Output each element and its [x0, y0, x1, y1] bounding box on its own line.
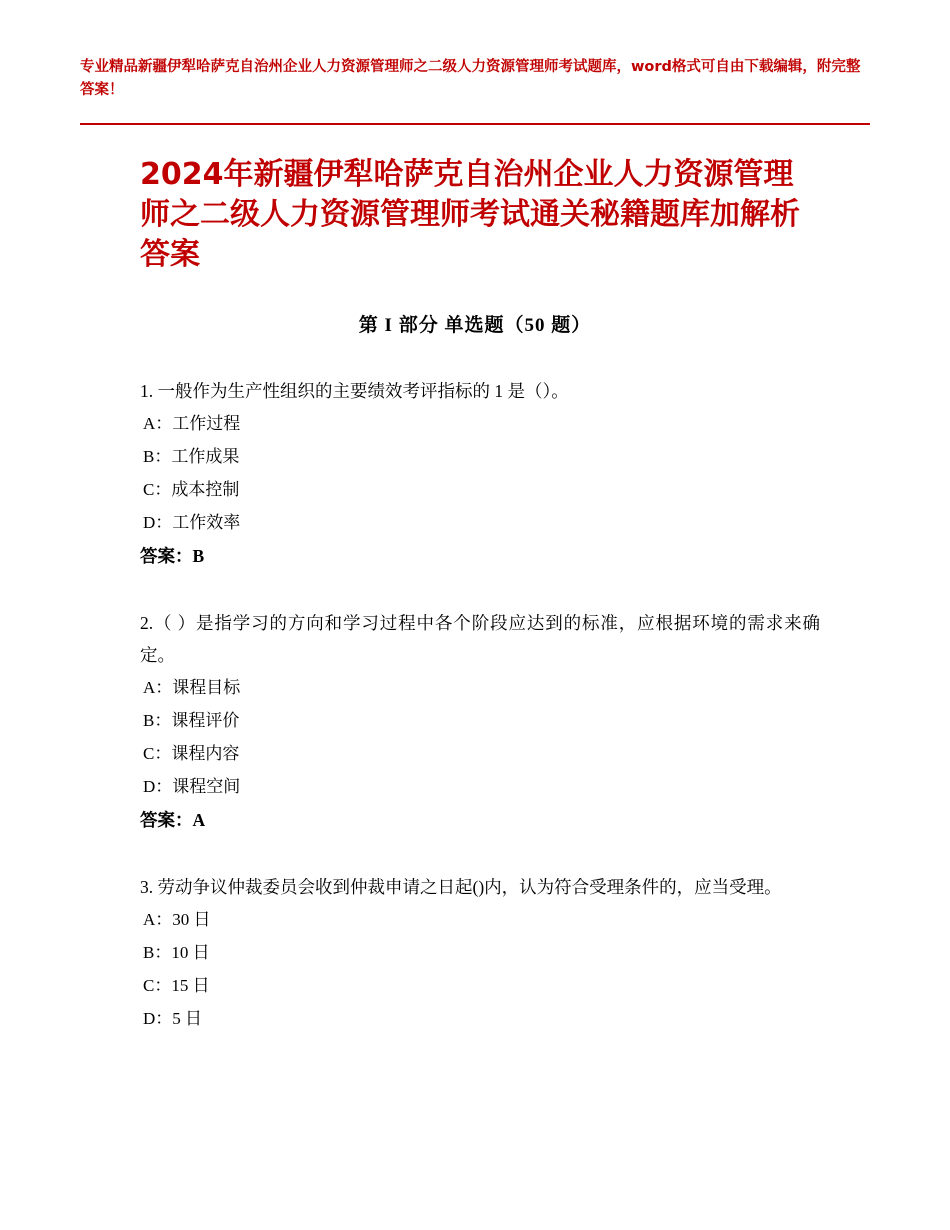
question-item [140, 375, 820, 573]
question-stem: 2.（ ）是指学习的方向和学习过程中各个阶段应达到的标准，应根据环境的需求来确定。 [140, 613, 820, 665]
question-answer: 答案：A [140, 810, 206, 830]
question-option: A：课程目标 [143, 678, 241, 697]
question-option: C：15 日 [143, 976, 210, 995]
question-answer: 答案：B [140, 546, 205, 566]
section-heading: 第 I 部分 单选题（50 题） [358, 315, 592, 336]
header-note: 专业精品新疆伊犁哈萨克自治州企业人力资源管理师之二级人力资源管理师考试题库，word格式可自由下载编辑，附完整答案！ [80, 59, 861, 99]
question-option: D：5 日 [143, 1009, 203, 1028]
question-item [140, 607, 820, 837]
question-option: B：课程评价 [143, 711, 240, 730]
header-divider [80, 123, 870, 125]
question-option: B：工作成果 [143, 447, 240, 466]
question-option: D：课程空间 [143, 777, 241, 796]
question-item [140, 871, 820, 1035]
question-stem: 1. 一般作为生产性组织的主要绩效考评指标的 1 是（）。 [140, 381, 569, 401]
question-option: C：成本控制 [143, 480, 240, 499]
question-option: D：工作效率 [143, 513, 241, 532]
question-option: A：工作过程 [143, 414, 241, 433]
question-stem: 3. 劳动争议仲裁委员会收到仲裁申请之日起()内，认为符合受理条件的，应当受理。 [140, 877, 782, 897]
question-option: C：课程内容 [143, 744, 240, 763]
question-option: A：30 日 [143, 910, 211, 929]
question-option: B：10 日 [143, 943, 210, 962]
question-list [140, 375, 820, 1061]
page-title: 2024年新疆伊犁哈萨克自治州企业人力资源管理师之二级人力资源管理师考试通关秘籍题库加解析答案 [140, 157, 800, 272]
